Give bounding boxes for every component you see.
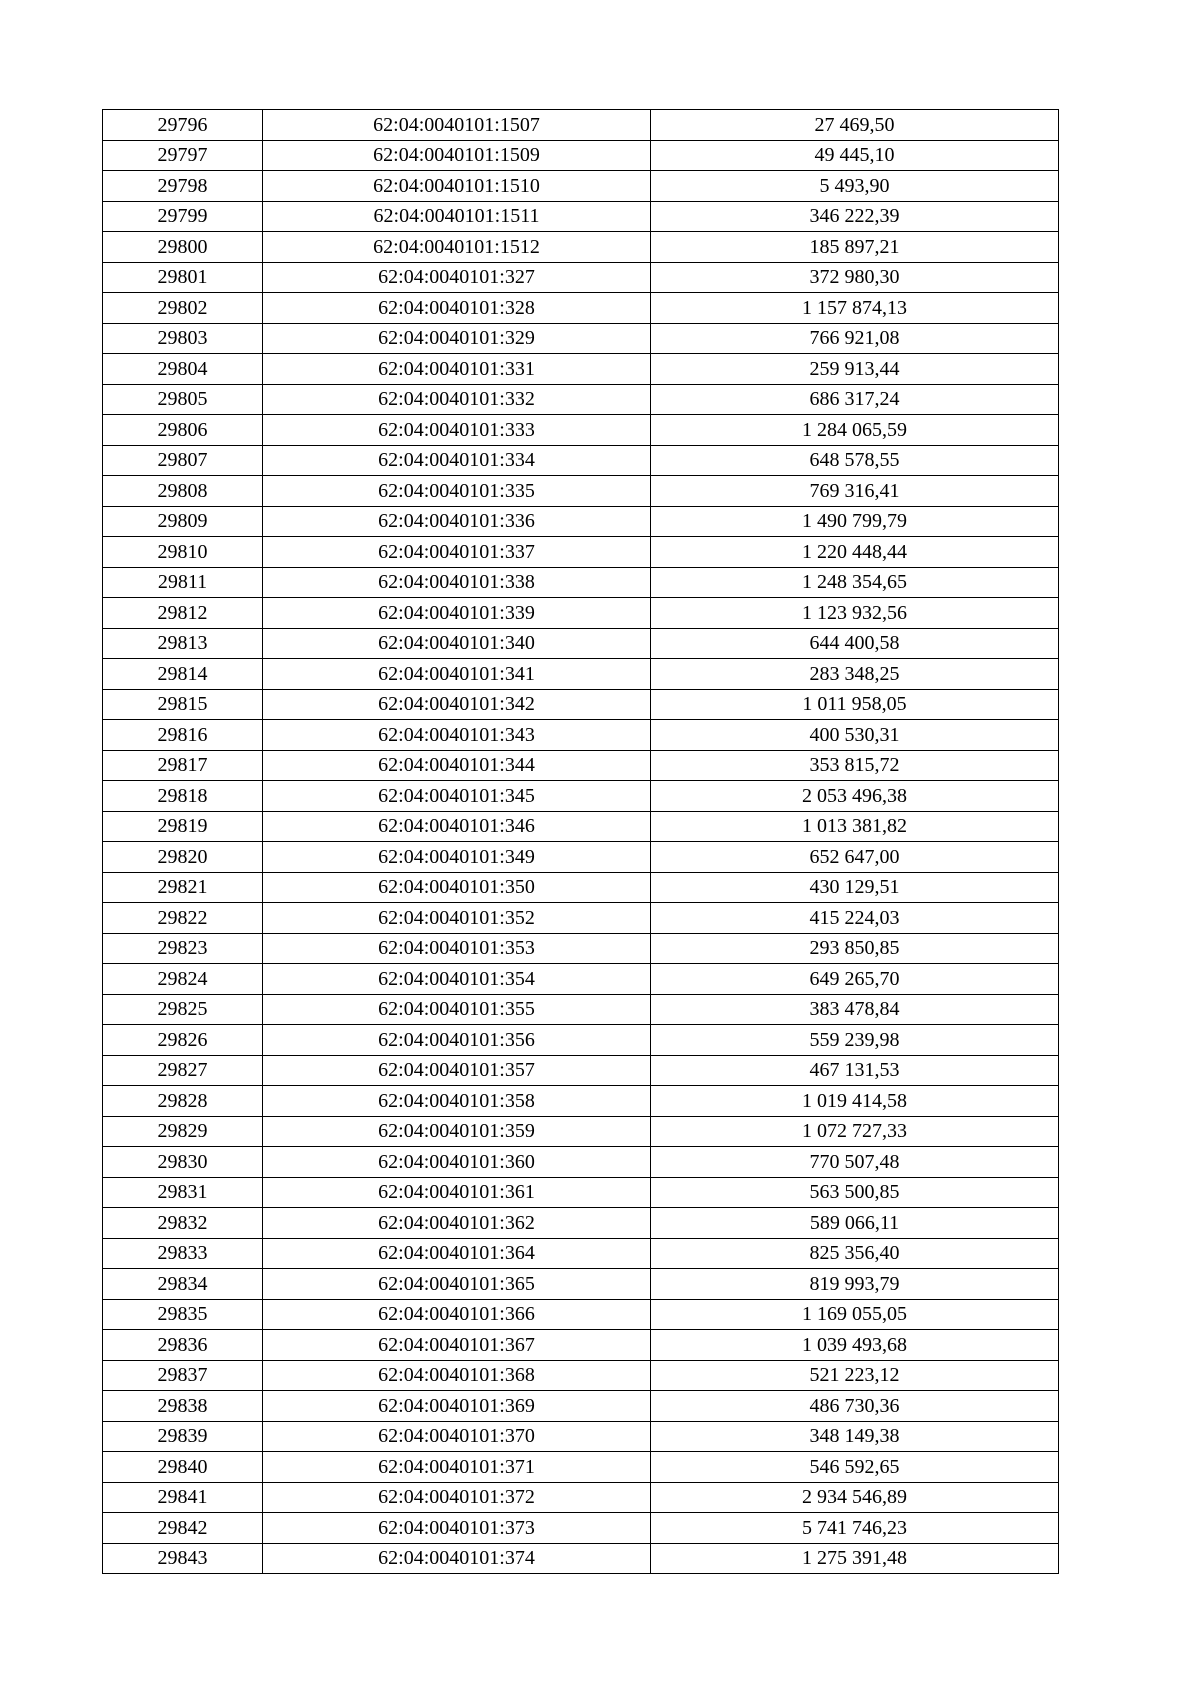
value-cell: 1 123 932,56 [651, 598, 1059, 629]
cadastral-number-cell: 62:04:0040101:334 [263, 445, 651, 476]
table-row [103, 1086, 1059, 1117]
table-row [103, 171, 1059, 202]
row-number-cell: 29808 [103, 476, 263, 507]
cadastral-number-cell: 62:04:0040101:357 [263, 1055, 651, 1086]
cadastral-number-cell: 62:04:0040101:1510 [263, 171, 651, 202]
row-number-cell: 29823 [103, 933, 263, 964]
table-row [103, 1147, 1059, 1178]
row-number-cell: 29836 [103, 1330, 263, 1361]
table-row [103, 689, 1059, 720]
row-number-cell: 29810 [103, 537, 263, 568]
value-cell: 5 741 746,23 [651, 1513, 1059, 1544]
table-row [103, 354, 1059, 385]
table-row [103, 1330, 1059, 1361]
cadastral-number-cell: 62:04:0040101:367 [263, 1330, 651, 1361]
row-number-cell: 29839 [103, 1421, 263, 1452]
cadastral-number-cell: 62:04:0040101:338 [263, 567, 651, 598]
row-number-cell: 29838 [103, 1391, 263, 1422]
row-number-cell: 29837 [103, 1360, 263, 1391]
value-cell: 383 478,84 [651, 994, 1059, 1025]
table-row [103, 750, 1059, 781]
cadastral-number-cell: 62:04:0040101:327 [263, 262, 651, 293]
value-cell: 644 400,58 [651, 628, 1059, 659]
cadastral-number-cell: 62:04:0040101:346 [263, 811, 651, 842]
row-number-cell: 29843 [103, 1543, 263, 1574]
cadastral-number-cell: 62:04:0040101:350 [263, 872, 651, 903]
value-cell: 1 490 799,79 [651, 506, 1059, 537]
table-row [103, 1513, 1059, 1544]
cadastral-number-cell: 62:04:0040101:366 [263, 1299, 651, 1330]
table-row [103, 1360, 1059, 1391]
value-cell: 486 730,36 [651, 1391, 1059, 1422]
row-number-cell: 29826 [103, 1025, 263, 1056]
row-number-cell: 29804 [103, 354, 263, 385]
row-number-cell: 29842 [103, 1513, 263, 1544]
row-number-cell: 29831 [103, 1177, 263, 1208]
cadastral-number-cell: 62:04:0040101:349 [263, 842, 651, 873]
table-row [103, 415, 1059, 446]
table-row [103, 1238, 1059, 1269]
table-row [103, 1025, 1059, 1056]
value-cell: 686 317,24 [651, 384, 1059, 415]
table-row [103, 1055, 1059, 1086]
table-row [103, 720, 1059, 751]
cadastral-number-cell: 62:04:0040101:344 [263, 750, 651, 781]
table-row [103, 598, 1059, 629]
row-number-cell: 29817 [103, 750, 263, 781]
row-number-cell: 29805 [103, 384, 263, 415]
cadastral-number-cell: 62:04:0040101:358 [263, 1086, 651, 1117]
row-number-cell: 29841 [103, 1482, 263, 1513]
row-number-cell: 29829 [103, 1116, 263, 1147]
value-cell: 766 921,08 [651, 323, 1059, 354]
value-cell: 1 039 493,68 [651, 1330, 1059, 1361]
value-cell: 1 220 448,44 [651, 537, 1059, 568]
row-number-cell: 29822 [103, 903, 263, 934]
cadastral-number-cell: 62:04:0040101:331 [263, 354, 651, 385]
row-number-cell: 29834 [103, 1269, 263, 1300]
value-cell: 521 223,12 [651, 1360, 1059, 1391]
value-cell: 652 647,00 [651, 842, 1059, 873]
cadastral-number-cell: 62:04:0040101:340 [263, 628, 651, 659]
table-row [103, 140, 1059, 171]
row-number-cell: 29813 [103, 628, 263, 659]
cadastral-number-cell: 62:04:0040101:352 [263, 903, 651, 934]
cadastral-number-cell: 62:04:0040101:372 [263, 1482, 651, 1513]
table-row [103, 1177, 1059, 1208]
value-cell: 1 011 958,05 [651, 689, 1059, 720]
table-body [103, 110, 1059, 1574]
value-cell: 1 072 727,33 [651, 1116, 1059, 1147]
cadastral-number-cell: 62:04:0040101:361 [263, 1177, 651, 1208]
row-number-cell: 29820 [103, 842, 263, 873]
table-row [103, 506, 1059, 537]
cadastral-number-cell: 62:04:0040101:364 [263, 1238, 651, 1269]
value-cell: 648 578,55 [651, 445, 1059, 476]
value-cell: 353 815,72 [651, 750, 1059, 781]
cadastral-number-cell: 62:04:0040101:354 [263, 964, 651, 995]
row-number-cell: 29827 [103, 1055, 263, 1086]
cadastral-number-cell: 62:04:0040101:373 [263, 1513, 651, 1544]
cadastral-number-cell: 62:04:0040101:369 [263, 1391, 651, 1422]
value-cell: 415 224,03 [651, 903, 1059, 934]
table-row [103, 1116, 1059, 1147]
value-cell: 49 445,10 [651, 140, 1059, 171]
value-cell: 467 131,53 [651, 1055, 1059, 1086]
value-cell: 819 993,79 [651, 1269, 1059, 1300]
row-number-cell: 29807 [103, 445, 263, 476]
row-number-cell: 29796 [103, 110, 263, 141]
table-row [103, 1391, 1059, 1422]
table-row [103, 1543, 1059, 1574]
row-number-cell: 29799 [103, 201, 263, 232]
row-number-cell: 29797 [103, 140, 263, 171]
cadastral-number-cell: 62:04:0040101:328 [263, 293, 651, 324]
row-number-cell: 29819 [103, 811, 263, 842]
cadastral-number-cell: 62:04:0040101:359 [263, 1116, 651, 1147]
cadastral-number-cell: 62:04:0040101:370 [263, 1421, 651, 1452]
row-number-cell: 29812 [103, 598, 263, 629]
value-cell: 346 222,39 [651, 201, 1059, 232]
row-number-cell: 29800 [103, 232, 263, 263]
table-row [103, 1208, 1059, 1239]
table-row [103, 628, 1059, 659]
row-number-cell: 29809 [103, 506, 263, 537]
table-row [103, 293, 1059, 324]
row-number-cell: 29840 [103, 1452, 263, 1483]
table-row [103, 659, 1059, 690]
value-cell: 1 284 065,59 [651, 415, 1059, 446]
table-row [103, 903, 1059, 934]
table-row [103, 445, 1059, 476]
cadastral-number-cell: 62:04:0040101:343 [263, 720, 651, 751]
value-cell: 5 493,90 [651, 171, 1059, 202]
value-cell: 348 149,38 [651, 1421, 1059, 1452]
cadastral-number-cell: 62:04:0040101:368 [263, 1360, 651, 1391]
table-row [103, 1452, 1059, 1483]
table-row [103, 537, 1059, 568]
value-cell: 372 980,30 [651, 262, 1059, 293]
table-row [103, 1421, 1059, 1452]
table-row [103, 110, 1059, 141]
row-number-cell: 29816 [103, 720, 263, 751]
cadastral-number-cell: 62:04:0040101:342 [263, 689, 651, 720]
value-cell: 559 239,98 [651, 1025, 1059, 1056]
value-cell: 293 850,85 [651, 933, 1059, 964]
cadastral-number-cell: 62:04:0040101:335 [263, 476, 651, 507]
row-number-cell: 29814 [103, 659, 263, 690]
cadastral-number-cell: 62:04:0040101:360 [263, 1147, 651, 1178]
value-cell: 283 348,25 [651, 659, 1059, 690]
row-number-cell: 29802 [103, 293, 263, 324]
table-row [103, 567, 1059, 598]
cadastral-number-cell: 62:04:0040101:362 [263, 1208, 651, 1239]
table-row [103, 323, 1059, 354]
table-row [103, 1482, 1059, 1513]
cadastral-number-cell: 62:04:0040101:333 [263, 415, 651, 446]
value-cell: 430 129,51 [651, 872, 1059, 903]
table-row [103, 476, 1059, 507]
value-cell: 27 469,50 [651, 110, 1059, 141]
cadastral-number-cell: 62:04:0040101:329 [263, 323, 651, 354]
value-cell: 546 592,65 [651, 1452, 1059, 1483]
cadastral-number-cell: 62:04:0040101:1512 [263, 232, 651, 263]
cadastral-number-cell: 62:04:0040101:339 [263, 598, 651, 629]
value-cell: 185 897,21 [651, 232, 1059, 263]
table-row [103, 964, 1059, 995]
cadastral-number-cell: 62:04:0040101:332 [263, 384, 651, 415]
value-cell: 1 157 874,13 [651, 293, 1059, 324]
value-cell: 1 169 055,05 [651, 1299, 1059, 1330]
row-number-cell: 29828 [103, 1086, 263, 1117]
table-row [103, 933, 1059, 964]
row-number-cell: 29811 [103, 567, 263, 598]
value-cell: 770 507,48 [651, 1147, 1059, 1178]
cadastral-number-cell: 62:04:0040101:1511 [263, 201, 651, 232]
value-cell: 400 530,31 [651, 720, 1059, 751]
cadastral-number-cell: 62:04:0040101:341 [263, 659, 651, 690]
value-cell: 769 316,41 [651, 476, 1059, 507]
table-row [103, 811, 1059, 842]
row-number-cell: 29830 [103, 1147, 263, 1178]
table-row [103, 232, 1059, 263]
row-number-cell: 29806 [103, 415, 263, 446]
cadastral-value-table [102, 109, 1059, 1574]
cadastral-number-cell: 62:04:0040101:355 [263, 994, 651, 1025]
value-cell: 649 265,70 [651, 964, 1059, 995]
cadastral-number-cell: 62:04:0040101:1507 [263, 110, 651, 141]
table-row [103, 262, 1059, 293]
value-cell: 825 356,40 [651, 1238, 1059, 1269]
row-number-cell: 29818 [103, 781, 263, 812]
value-cell: 589 066,11 [651, 1208, 1059, 1239]
row-number-cell: 29801 [103, 262, 263, 293]
table-row [103, 384, 1059, 415]
row-number-cell: 29803 [103, 323, 263, 354]
table-row [103, 781, 1059, 812]
table-row [103, 994, 1059, 1025]
value-cell: 2 934 546,89 [651, 1482, 1059, 1513]
cadastral-number-cell: 62:04:0040101:356 [263, 1025, 651, 1056]
row-number-cell: 29833 [103, 1238, 263, 1269]
row-number-cell: 29835 [103, 1299, 263, 1330]
table-row [103, 1299, 1059, 1330]
cadastral-number-cell: 62:04:0040101:374 [263, 1543, 651, 1574]
cadastral-number-cell: 62:04:0040101:371 [263, 1452, 651, 1483]
row-number-cell: 29798 [103, 171, 263, 202]
row-number-cell: 29825 [103, 994, 263, 1025]
value-cell: 563 500,85 [651, 1177, 1059, 1208]
value-cell: 259 913,44 [651, 354, 1059, 385]
cadastral-number-cell: 62:04:0040101:337 [263, 537, 651, 568]
value-cell: 1 248 354,65 [651, 567, 1059, 598]
cadastral-number-cell: 62:04:0040101:345 [263, 781, 651, 812]
value-cell: 1 013 381,82 [651, 811, 1059, 842]
table-row [103, 842, 1059, 873]
table-row [103, 872, 1059, 903]
cadastral-number-cell: 62:04:0040101:353 [263, 933, 651, 964]
row-number-cell: 29832 [103, 1208, 263, 1239]
value-cell: 2 053 496,38 [651, 781, 1059, 812]
table-row [103, 201, 1059, 232]
row-number-cell: 29821 [103, 872, 263, 903]
row-number-cell: 29824 [103, 964, 263, 995]
value-cell: 1 275 391,48 [651, 1543, 1059, 1574]
value-cell: 1 019 414,58 [651, 1086, 1059, 1117]
cadastral-number-cell: 62:04:0040101:336 [263, 506, 651, 537]
cadastral-number-cell: 62:04:0040101:365 [263, 1269, 651, 1300]
cadastral-number-cell: 62:04:0040101:1509 [263, 140, 651, 171]
row-number-cell: 29815 [103, 689, 263, 720]
table-row [103, 1269, 1059, 1300]
